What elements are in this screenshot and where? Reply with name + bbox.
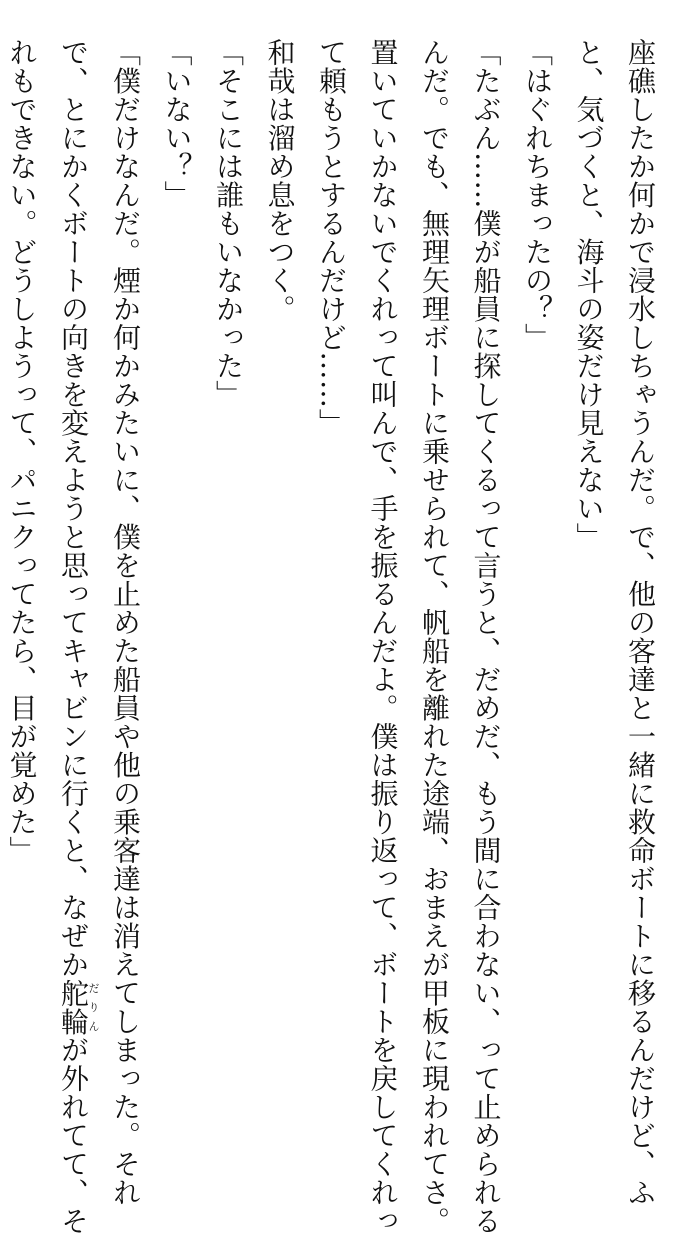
ruby-base: 舵輪 xyxy=(57,979,90,1036)
text-line: 「いない？」 xyxy=(151,38,203,968)
text-line: 「そこには誰もいなかった」 xyxy=(203,38,255,968)
text-line: と、気づくと、海斗の姿だけ見えない」 xyxy=(563,38,615,968)
text-segment: で、とにかくボートの向きを変えようと思ってキャビンに行くと、なぜか xyxy=(57,38,90,979)
text-line: 置いていかないでくれって叫んで、手を振るんだよ。僕は振り返って、ボートを戻してくれっ xyxy=(357,38,409,968)
text-line: 「はぐれちまったの？」 xyxy=(512,38,564,968)
text-line-with-ruby xyxy=(48,38,100,968)
vertical-text-block xyxy=(0,38,666,968)
text-line: んだ。でも、無理矢理ボートに乗せられて、帆船を離れた途端、おまえが甲板に現われてさ。 xyxy=(409,38,461,968)
text-line: て頼もうとするんだけど……」 xyxy=(306,38,358,968)
text-line: れもできない。どうしようって、パニクってたら、目が覚めた」 xyxy=(0,38,48,968)
text-line: 「たぶん……僕が船員に探してくるって言うと、だめだ、もう間に合わない、って止められる xyxy=(460,38,512,968)
ruby-word xyxy=(57,979,90,1036)
text-line: 和哉は溜め息をつく。 xyxy=(254,38,306,968)
ruby-reading: だりん xyxy=(87,979,100,1036)
text-segment: が外れてて、そ xyxy=(57,1036,90,1235)
text-line: 「僕だけなんだ。煙か何かみたいに、僕を止めた船員や他の乗客達は消えてしまった。それ xyxy=(100,38,152,968)
text-line: 座礁したか何かで浸水しちゃうんだ。で、他の客達と一緒に救命ボートに移るんだけど、ふ xyxy=(615,38,667,968)
